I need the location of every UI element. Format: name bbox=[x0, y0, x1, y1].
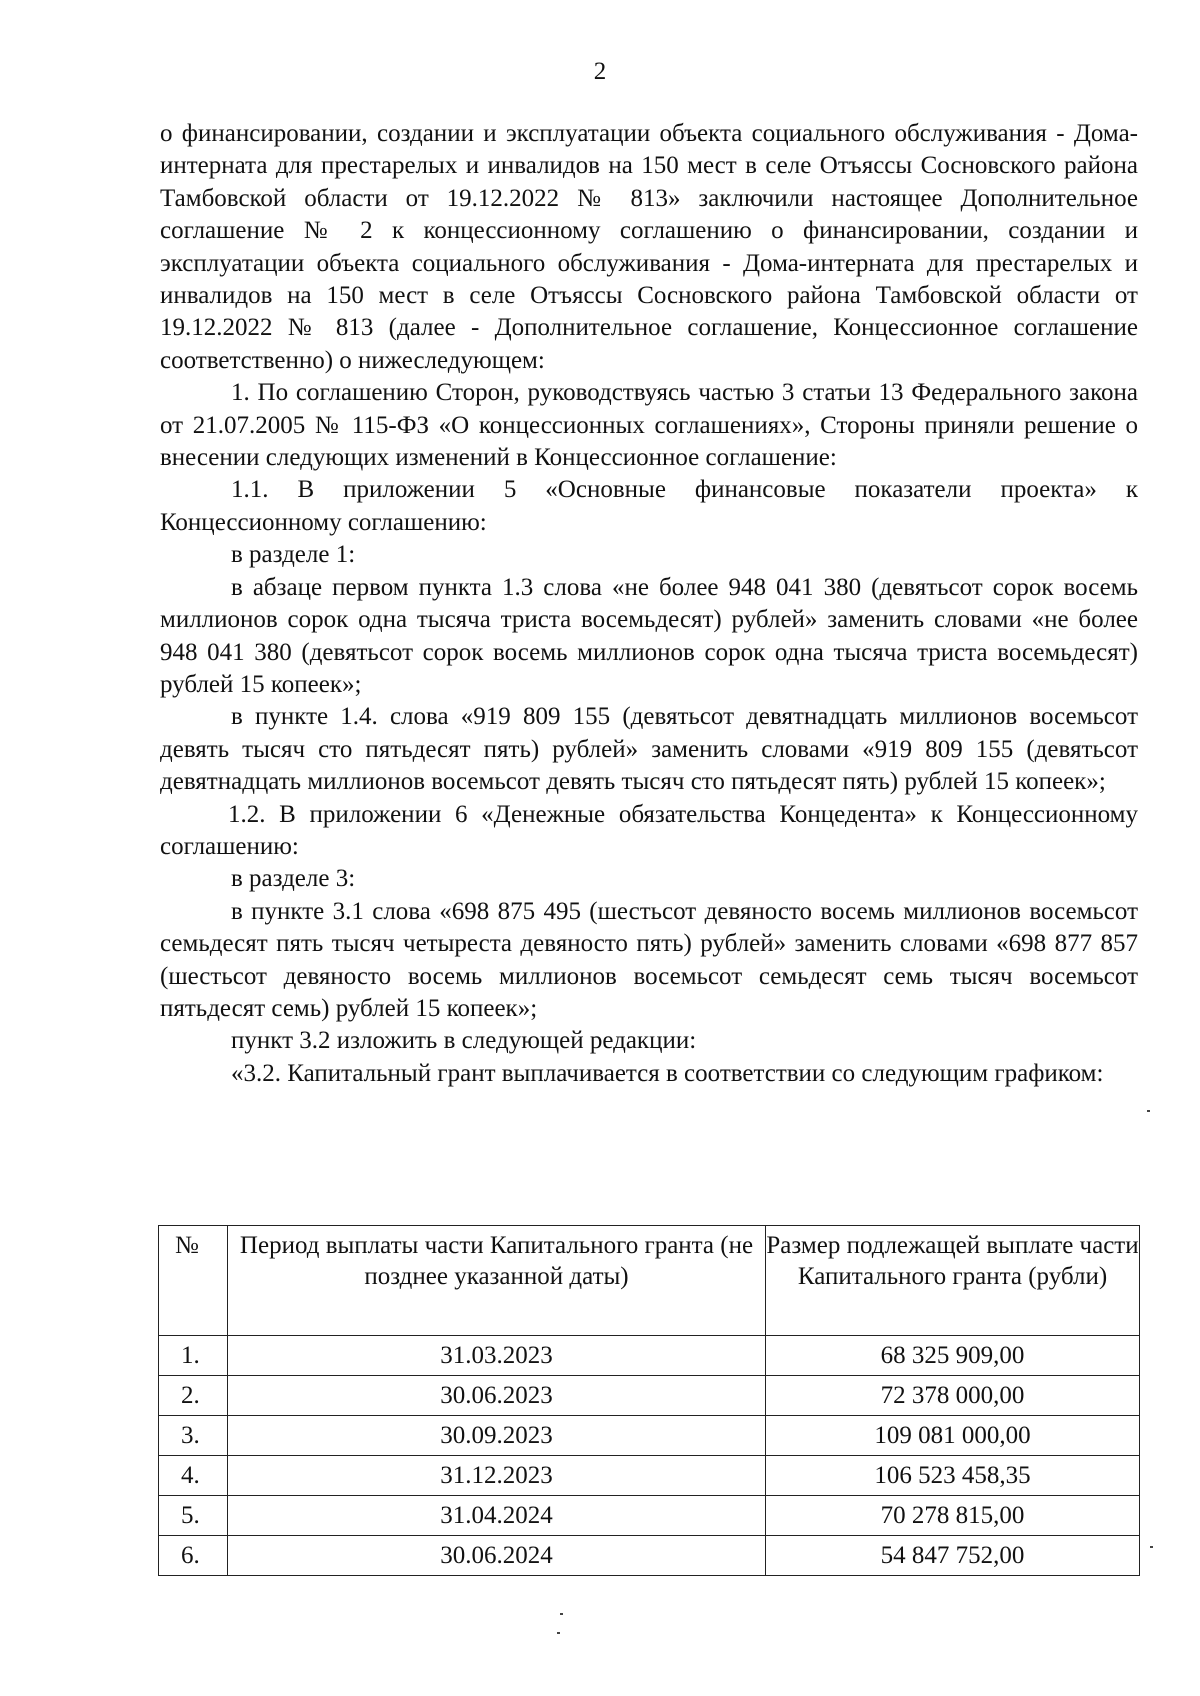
capital-grant-schedule-table bbox=[158, 1225, 1140, 1576]
table-row bbox=[159, 1376, 1140, 1416]
paragraph-item-3-2-intro: пункт 3.2 изложить в следующей редакции: bbox=[231, 1027, 697, 1055]
paragraph-item-1-3: в абзаце первом пункта 1.3 слова «не более 948 041 380 (девятьсот сорок восемь миллионов сорок одна тысяча триста восемьдесят) рублей» заменить словами «не более 948 041 380 (девятьсот сорок восемь миллионов сорок одна тысяча триста восемьдесят) рублей 15 копеек»; bbox=[160, 573, 1138, 698]
paragraph-section-3: в разделе 3: bbox=[231, 865, 356, 893]
scan-speck bbox=[557, 1632, 560, 1634]
paragraph-item-1-4: в пункте 1.4. слова «919 809 155 (девятьсот девятнадцать миллионов восемьсот девять тысяч сто пятьдесят пять) рублей» заменить словами «919 809 155 (девятьсот девятнадцать миллионов восемьсот девять тысяч сто пятьдесят пять) рублей 15 копеек»; bbox=[160, 703, 1138, 796]
row-date: 31.12.2023 bbox=[228, 1456, 766, 1496]
table-row bbox=[159, 1336, 1140, 1376]
row-date: 30.09.2023 bbox=[228, 1416, 766, 1456]
paragraph-preamble: о финансировании, создании и эксплуатации объекта социального обслуживания - Дома-интерната для престарелых и инвалидов на 150 мест в селе Отъяссы Сосновского района Тамбовской области от 19.12.2022 № 813» заключили настоящее Дополнительное соглашение № 2 к концессионному соглашению о финансировании, создании и эксплуатации объекта социального обслуживания - Дома-интерната для престарелых и инвалидов на 150 мест в селе Отъяссы Сосновского района Тамбовской области от 19.12.2022 № 813 (далее - Дополнительное соглашение, Концессионное соглашение соответственно) о нижеследующем: bbox=[160, 120, 1138, 374]
row-number: 4. bbox=[159, 1456, 228, 1496]
header-payment-amount: Размер подлежащей выплате части Капитального гранта (рубли) bbox=[766, 1226, 1140, 1336]
row-number: 1. bbox=[159, 1336, 228, 1376]
row-amount: 54 847 752,00 bbox=[766, 1536, 1140, 1576]
row-number: 2. bbox=[159, 1376, 228, 1416]
row-amount: 70 278 815,00 bbox=[766, 1496, 1140, 1536]
row-amount: 109 081 000,00 bbox=[766, 1416, 1140, 1456]
header-number: № bbox=[159, 1226, 228, 1336]
scan-speck bbox=[560, 1613, 563, 1615]
row-number: 5. bbox=[159, 1496, 228, 1536]
table-row bbox=[159, 1496, 1140, 1536]
row-amount: 106 523 458,35 bbox=[766, 1456, 1140, 1496]
row-date: 31.03.2023 bbox=[228, 1336, 766, 1376]
paragraph-clause-1-2: 1.2. В приложении 6 «Денежные обязательства Концедента» к Концессионному соглашению: bbox=[160, 800, 1138, 860]
row-date: 31.04.2024 bbox=[228, 1496, 766, 1536]
paragraph-clause-1: 1. По соглашению Сторон, руководствуясь частью 3 статьи 13 Федерального закона от 21.07.2005 № 115-ФЗ «О концессионных соглашениях», Стороны приняли решение о внесении следующих изменений в Концессионное соглашение: bbox=[160, 379, 1138, 472]
row-number: 3. bbox=[159, 1416, 228, 1456]
table-row bbox=[159, 1416, 1140, 1456]
page-number: 2 bbox=[593, 58, 607, 85]
table-header-row bbox=[159, 1226, 1140, 1336]
row-date: 30.06.2023 bbox=[228, 1376, 766, 1416]
table-row bbox=[159, 1456, 1140, 1496]
scan-speck bbox=[1147, 1110, 1150, 1112]
table-row bbox=[159, 1536, 1140, 1576]
header-payment-period: Период выплаты части Капитального гранта (не позднее указанной даты) bbox=[228, 1226, 766, 1336]
paragraph-section-1: в разделе 1: bbox=[231, 541, 356, 569]
document-body bbox=[160, 118, 1138, 1090]
row-amount: 68 325 909,00 bbox=[766, 1336, 1140, 1376]
row-date: 30.06.2024 bbox=[228, 1536, 766, 1576]
paragraph-item-3-2-text: «3.2. Капитальный грант выплачивается в соответствии со следующим графиком: bbox=[231, 1059, 1104, 1087]
row-amount: 72 378 000,00 bbox=[766, 1376, 1140, 1416]
paragraph-clause-1-1: 1.1. В приложении 5 «Основные финансовые показатели проекта» к Концессионному соглашению: bbox=[160, 476, 1138, 536]
row-number: 6. bbox=[159, 1536, 228, 1576]
paragraph-item-3-1: в пункте 3.1 слова «698 875 495 (шестьсот девяносто восемь миллионов восемьсот семьдесят пять тысяч четыреста девяносто пять) рублей» заменить словами «698 877 857 (шестьсот девяносто восемь миллионов восемьсот семьдесят семь тысяч восемьсот пятьдесят семь) рублей 15 копеек»; bbox=[160, 897, 1138, 1022]
scan-speck bbox=[1150, 1546, 1153, 1548]
